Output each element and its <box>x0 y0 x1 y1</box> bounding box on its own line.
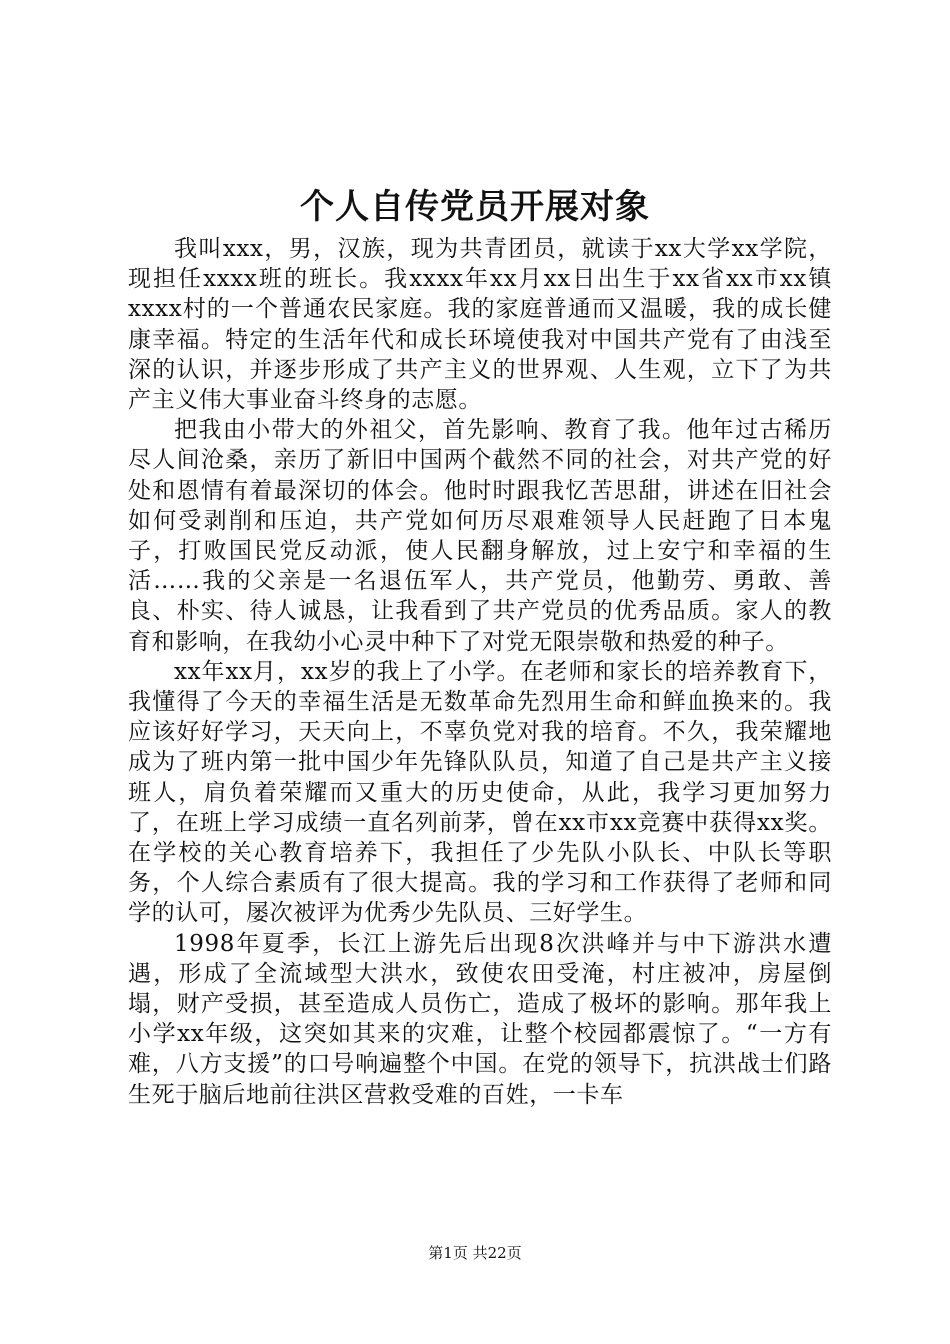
page-number-footer: 第1页 共22页 <box>428 1244 522 1262</box>
paragraph-4: 1998年夏季，长江上游先后出现8次洪峰并与中下游洪水遭遇，形成了全流域型大洪水，致使农田受淹，村庄被冲，房屋倒塌，财产受损，甚至造成人员伤亡，造成了极坏的影响。那年我上小学xx年级，这突如其来的灾难，让整个校园都震惊了。“一方有难，八方支援”的口号响遍整个中国。在党的领导下，抗洪战士们路生死于脑后地前往洪区营救受难的百姓，一卡车 <box>128 930 832 1108</box>
document-body <box>128 234 832 1110</box>
paragraph-3: xx年xx月，xx岁的我上了小学。在老师和家长的培养教育下，我懂得了今天的幸福生活是无数革命先烈用生命和鲜血换来的。我应该好好学习，天天向上，不辜负党对我的培育。不久，我荣耀地成为了班内第一批中国少年先锋队队员，知道了自己是共产主义接班人，肩负着荣耀而又重大的历史使命，从此，我学习更加努力了，在班上学习成绩一直名列前茅，曾在xx市xx竞赛中获得xx奖。在学校的关心教育培养下，我担任了少先队小队长、中队长等职务，个人综合素质有了很大提高。我的学习和工作获得了老师和同学的认可，屡次被评为优秀少先队员、三好学生。 <box>128 658 832 927</box>
paragraph-2: 把我由小带大的外祖父，首先影响、教育了我。他年过古稀历尽人间沧桑，亲历了新旧中国两个截然不同的社会，对共产党的好处和恩情有着最深切的体会。他时时跟我忆苦思甜，讲述在旧社会如何受剥削和压迫，共产党如何历尽艰难领导人民赶跑了日本鬼子，打败国民党反动派，使人民翻身解放，过上安宁和幸福的生活……我的父亲是一名退伍军人，共产党员，他勤劳、勇敢、善良、朴实、待人诚恳，让我看到了共产党员的优秀品质。家人的教育和影响，在我幼小心灵中种下了对党无限崇敬和热爱的种子。 <box>128 417 832 655</box>
paragraph-1: 我叫xxx，男，汉族，现为共青团员，就读于xx大学xx学院，现担任xxxx班的班长。我xxxx年xx月xx日出生于xx省xx市xx镇xxxx村的一个普通农民家庭。我的家庭普通而又温暖，我的成长健康幸福。特定的生活年代和成长环境使我对中国共产党有了由浅至深的认识，并逐步形成了共产主义的世界观、人生观，立下了为共产主义伟大事业奋斗终身的志愿。 <box>128 236 832 414</box>
document-title: 个人自传党员开展对象 <box>300 187 650 227</box>
